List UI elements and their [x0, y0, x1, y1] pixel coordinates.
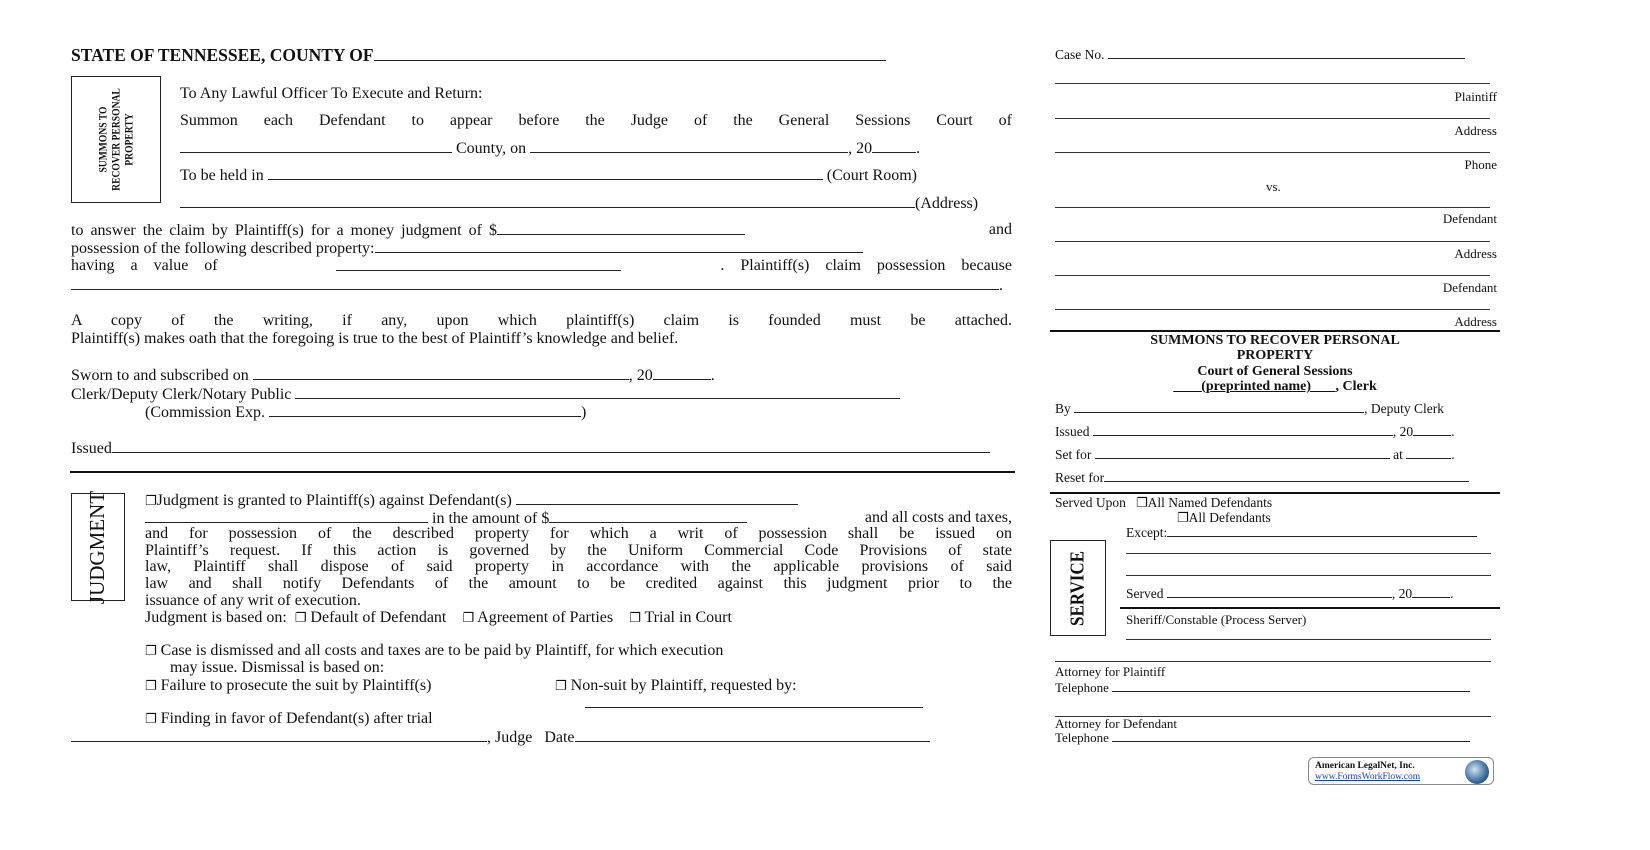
- sworn-label: Sworn to and subscribed on: [71, 367, 249, 384]
- sworn-date-field[interactable]: [253, 366, 629, 380]
- granted-line: [145, 491, 798, 511]
- side-box-line: RECOVER PERSONAL: [108, 88, 123, 191]
- clerk-line: [71, 385, 900, 404]
- all-defendants-option[interactable]: [1177, 510, 1271, 526]
- issued-label: Issued: [71, 440, 112, 457]
- option-label: Default of Defendant: [310, 609, 447, 626]
- set-for-field[interactable]: [1095, 447, 1390, 459]
- defendant-telephone-field[interactable]: [1112, 730, 1470, 742]
- telephone-label: Telephone: [1055, 730, 1109, 745]
- money-judgment-line: [71, 221, 1012, 240]
- copy-text: A copy of the writing, if any, upon which plaintiff(s) claim is founded must be attached.: [71, 312, 1012, 329]
- service-label: SERVICE: [1066, 550, 1089, 626]
- phone-label: Phone: [1464, 157, 1497, 172]
- date-label: Date: [544, 729, 575, 746]
- checkbox-icon[interactable]: ❐: [1177, 511, 1189, 526]
- county-on-label: County, on: [456, 140, 527, 157]
- year-label: , 20: [848, 140, 873, 157]
- court-room-field[interactable]: [268, 166, 823, 180]
- nonsuit-label: Non-suit by Plaintiff, requested by:: [570, 677, 797, 694]
- money-amount-field[interactable]: [497, 221, 745, 235]
- except-field-3[interactable]: [1126, 575, 1491, 576]
- because-line: .: [71, 276, 1003, 295]
- service-box: [1050, 540, 1106, 636]
- judgment-amount-field[interactable]: [549, 509, 747, 523]
- address-label: (Address): [915, 195, 979, 212]
- except-field-2[interactable]: [1126, 553, 1491, 554]
- commission-field[interactable]: [269, 403, 581, 417]
- issued-label: Issued: [1055, 424, 1090, 439]
- plaintiff-telephone-line: [1055, 680, 1470, 695]
- year-field[interactable]: [872, 139, 916, 153]
- issued-field[interactable]: [112, 439, 990, 453]
- finding-option[interactable]: [145, 710, 433, 729]
- reset-for-label: Reset for: [1055, 470, 1105, 485]
- preprinted-label: (preprinted name): [1201, 379, 1312, 394]
- judgment-label: JUDGMENT: [85, 490, 110, 604]
- summons-title-box: [71, 76, 161, 203]
- claim-because-label: . Plaintiff(s) claim possession because: [720, 257, 1012, 274]
- checkbox-icon[interactable]: ❐: [294, 611, 307, 626]
- judgment-box: [71, 490, 125, 604]
- court-room-label: (Court Room): [826, 167, 917, 184]
- form-header: [71, 46, 886, 64]
- sworn-line: Sworn to and subscribed on , 20 .: [71, 367, 715, 384]
- except-label: Except:: [1126, 525, 1168, 540]
- plaintiff-field[interactable]: [1055, 83, 1490, 84]
- set-for-line: Set for at .: [1055, 447, 1455, 462]
- held-in-line: [180, 166, 917, 185]
- judgment-paragraph-line: law and shall notify Defendants of the amount to be credited against this judgment prior to the: [145, 575, 1012, 592]
- all-defendants-label: All Defendants: [1188, 510, 1271, 525]
- possession-label: possession of the following described property:: [71, 240, 375, 257]
- option-agreement[interactable]: [462, 609, 613, 626]
- checkbox-icon[interactable]: ❐: [145, 712, 157, 727]
- checkbox-icon[interactable]: ❐: [145, 644, 157, 659]
- attorney-plaintiff-field[interactable]: [1055, 661, 1491, 662]
- section-divider: [70, 471, 1015, 473]
- year-label: , 20: [1392, 424, 1414, 439]
- all-named-label: All Named Defendants: [1147, 495, 1273, 510]
- commission-line: (Commission Exp. ): [145, 404, 587, 421]
- clerk-label: Clerk/Deputy Clerk/Notary Public: [71, 386, 292, 403]
- judge-label: , Judge: [487, 729, 533, 746]
- issued-right-line: Issued , 20 .: [1055, 424, 1455, 439]
- having-value-label: having a value of: [71, 257, 218, 274]
- judgment-defendant-field[interactable]: [145, 509, 428, 523]
- defendant-address-field[interactable]: [1055, 241, 1490, 242]
- answer-claim-label: to answer the claim by Plaintiff(s) for a money judgment of $: [71, 222, 497, 239]
- reason-field[interactable]: [71, 276, 999, 290]
- checkbox-icon[interactable]: ❐: [555, 679, 567, 694]
- based-on-label: Judgment is based on:: [145, 609, 287, 626]
- checkbox-icon[interactable]: ❐: [462, 611, 475, 626]
- case-no-line: [1055, 47, 1465, 62]
- divider: [1120, 607, 1500, 609]
- except-field[interactable]: [1167, 525, 1477, 537]
- and-label: and: [988, 221, 1012, 238]
- defendant-field[interactable]: [516, 491, 798, 505]
- set-for-label: Set for: [1055, 447, 1092, 462]
- judge-signature-field[interactable]: [71, 728, 487, 742]
- set-time-field[interactable]: [1406, 447, 1451, 459]
- held-in-label: To be held in: [180, 167, 264, 184]
- to-officer-text: To Any Lawful Officer To Execute and Return:: [180, 85, 483, 102]
- plaintiff-label: Plaintiff: [1454, 89, 1497, 104]
- checkbox-icon[interactable]: ❐: [145, 679, 157, 694]
- address-line: [180, 194, 978, 213]
- plaintiff-telephone-field[interactable]: [1112, 680, 1470, 692]
- plaintiff-phone-field[interactable]: [1055, 152, 1490, 153]
- summon-text: Summon each Defendant to appear before the Judge of the General Sessions Court of: [180, 112, 1012, 129]
- defendant-telephone-line: [1055, 730, 1470, 745]
- served-date-field[interactable]: [1167, 586, 1392, 598]
- served-line: Served , 20 .: [1126, 586, 1454, 601]
- preprinted-name: [1173, 379, 1335, 394]
- value-line: [71, 257, 1012, 275]
- checkbox-icon[interactable]: ❐: [629, 611, 641, 626]
- header-title: STATE OF TENNESSEE, COUNTY OF: [71, 45, 374, 65]
- defendant-label: Defendant: [1442, 280, 1497, 295]
- served-upon-line: [1055, 495, 1272, 511]
- requested-by-field[interactable]: [585, 694, 923, 708]
- judge-line: [71, 728, 930, 747]
- served-year-field[interactable]: [1412, 586, 1450, 598]
- logo-name: American LegalNet, Inc.: [1315, 761, 1415, 771]
- attorney-plaintiff-label: Attorney for Plaintiff: [1055, 664, 1166, 679]
- oath-text: Plaintiff(s) makes oath that the foregoing is true to the best of Plaintiff’s knowledge and belief.: [71, 330, 679, 347]
- appearance-date-field[interactable]: [530, 139, 848, 153]
- logo-url[interactable]: www.FormsWorkFlow.com: [1315, 772, 1421, 782]
- reset-for-line: [1055, 470, 1469, 485]
- clerk-signature-field[interactable]: [295, 385, 900, 399]
- attorney-defendant-label: Attorney for Defendant: [1055, 716, 1178, 731]
- deputy-field[interactable]: [1074, 401, 1364, 413]
- side-box-line: PROPERTY: [121, 113, 136, 166]
- divider: [1050, 492, 1500, 494]
- case-no-field[interactable]: [1108, 47, 1465, 59]
- by-label: By: [1055, 401, 1071, 416]
- judgment-paragraph-line: Plaintiff’s request. If this action is governed by the Uniform Commercial Code Provisions of state: [145, 542, 1012, 559]
- publisher-logo: [1308, 757, 1494, 785]
- costs-label: and all costs and taxes,: [864, 509, 1012, 526]
- judgment-paragraph-line: and for possession of the described property for which a writ of possession shall be issued on: [145, 525, 1012, 542]
- county-date-line: County, on , 20 .: [180, 139, 920, 158]
- option-trial[interactable]: [629, 609, 732, 626]
- issued-year-field[interactable]: [1413, 424, 1451, 436]
- property-description-field[interactable]: [375, 239, 863, 253]
- sworn-year-field[interactable]: [653, 366, 711, 380]
- sheriff-label: Sheriff/Constable (Process Server): [1126, 612, 1307, 627]
- failure-label: Failure to prosecute the suit by Plaintiff(s): [160, 677, 432, 694]
- year-label: , 20: [1391, 586, 1413, 601]
- clerk-name-line: [1050, 379, 1500, 394]
- county-field[interactable]: [374, 47, 886, 61]
- vs-label: vs.: [1266, 179, 1281, 194]
- defendant2-field[interactable]: [1055, 275, 1490, 276]
- court-name: Court of General Sessions: [1197, 364, 1353, 379]
- judgment-paragraph-line: issuance of any writ of execution.: [145, 592, 361, 609]
- issued-date-field[interactable]: [1093, 424, 1393, 436]
- summary-title: PROPERTY: [1236, 348, 1314, 363]
- at-label: at: [1393, 447, 1403, 462]
- property-value-field[interactable]: [336, 257, 621, 271]
- court-address-field[interactable]: [180, 194, 915, 208]
- case-no-label: Case No.: [1055, 47, 1105, 62]
- option-label: Agreement of Parties: [477, 609, 614, 626]
- served-label: Served: [1126, 586, 1164, 601]
- defendant-field[interactable]: [1055, 207, 1490, 208]
- based-on-line: [145, 609, 732, 628]
- may-issue-text: may issue. Dismissal is based on:: [170, 659, 385, 676]
- checkbox-icon[interactable]: ❐: [145, 494, 157, 509]
- year-label: , 20: [628, 367, 653, 384]
- defendant2-address-field[interactable]: [1055, 309, 1490, 310]
- judgment-date-field[interactable]: [575, 728, 930, 742]
- summary-title: SUMMONS TO RECOVER PERSONAL: [1150, 333, 1400, 348]
- address-label: Address: [1454, 123, 1497, 138]
- failure-option[interactable]: [145, 677, 431, 696]
- defendant-label: Defendant: [1442, 211, 1497, 226]
- amount-label: in the amount of $: [432, 510, 550, 527]
- property-line: [71, 239, 863, 258]
- finding-label: Finding in favor of Defendant(s) after trial: [160, 710, 433, 727]
- requested-by-line: [585, 694, 923, 713]
- commission-label: (Commission Exp.: [145, 404, 266, 421]
- option-label: Trial in Court: [644, 609, 732, 626]
- judgment-paragraph-line: law, Plaintiff shall dispose of said property in accordance with the applicable provisions of said: [145, 558, 1012, 575]
- by-line: [1055, 401, 1444, 416]
- dismissed-label: Case is dismissed and all costs and taxes are to be paid by Plaintiff, for which execution: [160, 642, 724, 659]
- side-box-line: SUMMONS TO: [95, 106, 110, 173]
- globe-icon: [1465, 760, 1489, 784]
- option-default[interactable]: [295, 609, 447, 626]
- reset-for-field[interactable]: [1104, 470, 1469, 482]
- served-upon-label: Served Upon: [1055, 495, 1126, 510]
- plaintiff-address-field[interactable]: [1055, 118, 1490, 119]
- clerk-label: , Clerk: [1335, 379, 1377, 394]
- checkbox-icon[interactable]: ❐: [1136, 496, 1148, 511]
- address-label: Address: [1454, 314, 1497, 329]
- except-line: [1126, 525, 1477, 540]
- divider: [1050, 330, 1500, 332]
- deputy-label: , Deputy Clerk: [1364, 401, 1445, 416]
- issued-line: [71, 439, 990, 458]
- granted-label: Judgment is granted to Plaintiff(s) against Defendant(s): [156, 492, 512, 509]
- telephone-label: Telephone: [1055, 680, 1109, 695]
- sheriff-field[interactable]: [1126, 639, 1491, 640]
- county-name-field[interactable]: [180, 139, 452, 153]
- address-label: Address: [1454, 246, 1497, 261]
